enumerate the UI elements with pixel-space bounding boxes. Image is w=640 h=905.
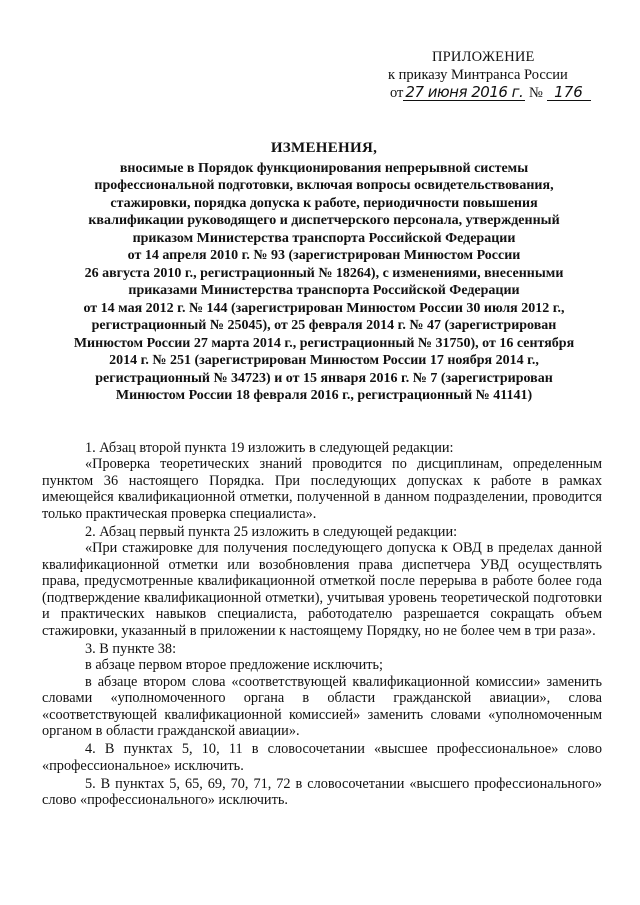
paragraph-item-3-sub-1: в абзаце первом второе предложение исключить; [85, 657, 384, 673]
title-line: Минюстом России 27 марта 2014 г., регистрационный № 31750), от 16 сентября [73, 335, 575, 351]
title-line: от 14 апреля 2010 г. № 93 (зарегистрирован Минюстом России [127, 248, 521, 263]
paragraph-item-3-sub-2: в абзаце втором слова «соответствующей квалификационной комиссии» заменить словами «уполномоченного органа в области гражданской авиации», слова «соответствующей квалификационной комиссией» заменить словами «уполномоченным органом в области гражданской авиации». [42, 673, 602, 739]
title-heading: ИЗМЕНЕНИЯ, [270, 140, 378, 156]
title-line: стажировки, порядка допуска к работе, периодичности повышения [110, 195, 538, 211]
paragraph-item-1: 1. Абзац второй пункта 19 изложить в следующей редакции: [85, 439, 454, 456]
title-line: квалификации руководящего и диспетчерского персонала, утвержденный [88, 213, 560, 228]
title-line: вносимые в Порядок функционирования непрерывной системы [119, 160, 529, 176]
paragraph-item-3: 3. В пункте 38: [85, 640, 177, 657]
handwritten-number: 176 [547, 84, 591, 101]
title-line: регистрационный № 25045), от 25 февраля 2014 г. № 47 (зарегистрирован [91, 318, 557, 333]
paragraph-quote-2: «При стажировке для получения последующего допуска к ОВД в пределах данной квалификационной отметки или возобновления права диспетчера УВД осуществлять права, предусмотренные квалификационной отметкой после перерыва в работе более года (подтверждение квалификационной отметки), учитывая уровень теоретической подготовки и практических навыков специалиста, работодателю разрешается сокращать объем стажировки, указанный в приложении к настоящему Порядку, но не более чем в три раза». [42, 540, 602, 639]
paragraph-item-5: 5. В пунктах 5, 65, 69, 70, 71, 72 в словосочетании «высшего профессионального» слово «профессионального» исключить. [42, 775, 602, 808]
title-line: 26 августа 2010 г., регистрационный № 18264), с изменениями, внесенными [84, 265, 564, 281]
number-sign: № [529, 85, 543, 101]
paragraph-item-2: 2. Абзац первый пункта 25 изложить в следующей редакции: [85, 523, 458, 540]
paragraph-quote-1: «Проверка теоретических знаний проводится по дисциплинам, определенным пунктом 36 настоящего Порядка. При последующих допусках к работе в рамках имеющейся квалификационной отметки, полученной в данном подразделении, проводится только практическая проверка специалиста». [42, 456, 602, 522]
appendix-date-line [370, 84, 600, 102]
title-line: приказами Министерства транспорта Российской Федерации [128, 283, 520, 298]
title-line: профессиональной подготовки, включая вопросы освидетельствования, [94, 178, 554, 193]
document-title [46, 140, 602, 405]
appendix-order-reference: к приказу Минтранса России [388, 67, 568, 83]
date-prefix: от [390, 85, 404, 101]
appendix-label: ПРИЛОЖЕНИЕ [432, 49, 535, 65]
title-line: от 14 мая 2012 г. № 144 (зарегистрирован Минюстом России 30 июля 2012 г., [83, 300, 565, 316]
appendix-header [370, 48, 600, 102]
title-line: регистрационный № 34723) и от 15 января 2016 г. № 7 (зарегистрирован [95, 370, 553, 386]
handwritten-date: 27 июня 2016 г. [403, 84, 525, 101]
title-line: 2014 г. № 251 (зарегистрирован Минюстом России 17 ноября 2014 г., [109, 353, 539, 368]
title-line: Минюстом России 18 февраля 2016 г., регистрационный № 41141) [115, 388, 533, 403]
document-body [42, 438, 602, 809]
title-line: приказом Министерства транспорта Российской Федерации [132, 230, 516, 246]
paragraph-item-4: 4. В пунктах 5, 10, 11 в словосочетании «высшее профессиональное» слово «профессиональное» исключить. [42, 741, 602, 774]
